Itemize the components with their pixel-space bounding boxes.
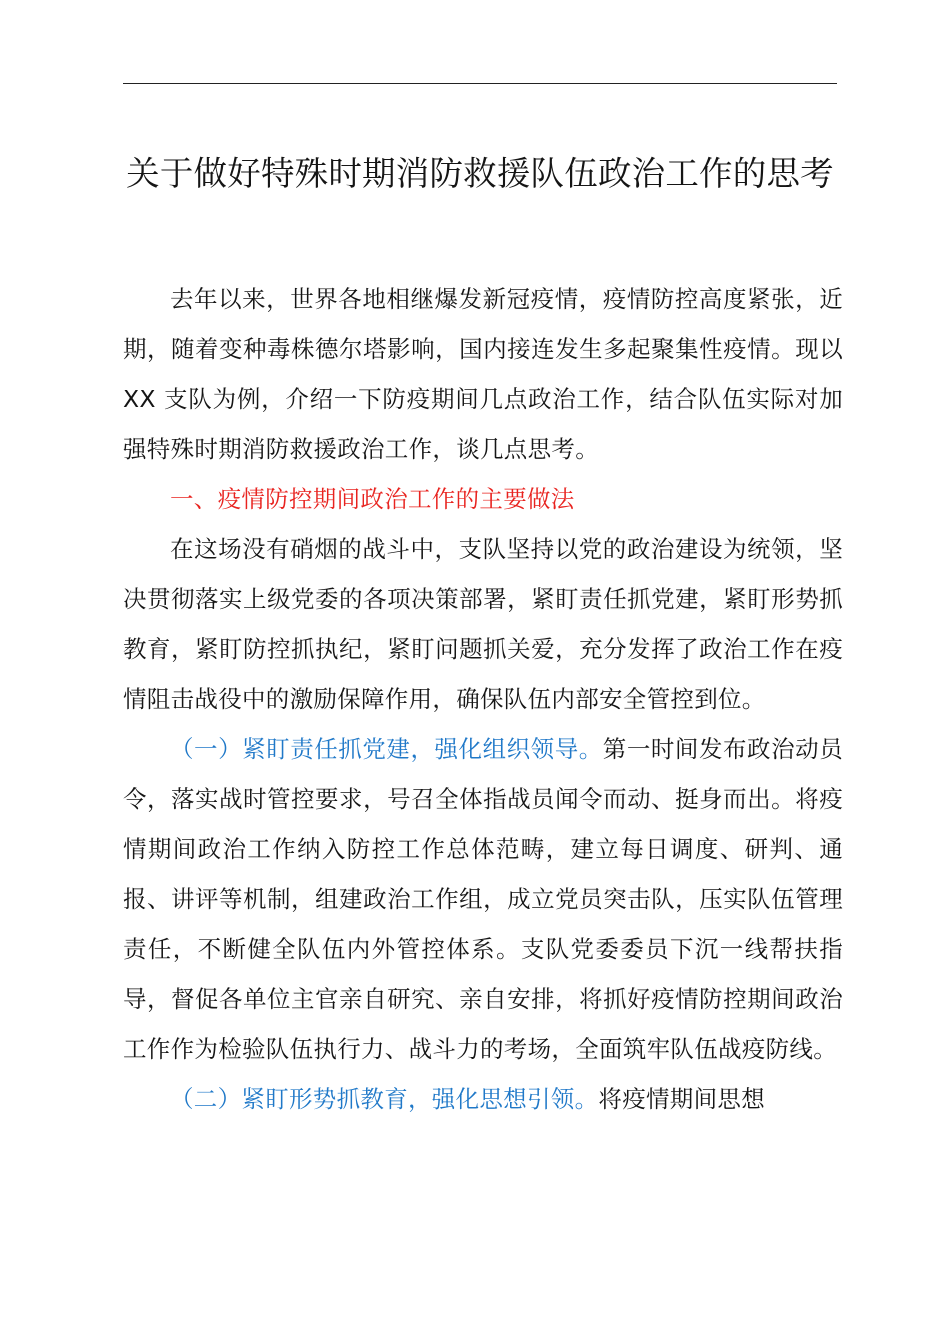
document-body [123,274,843,1124]
document-title: 关于做好特殊时期消防救援队伍政治工作的思考 [126,154,834,193]
item-2-heading: （二）紧盯形势抓教育，强化思想引领。 [170,1085,599,1113]
item-2-text: 将疫情期间思想 [598,1085,766,1113]
item-1-text: 第一时间发布政治动员令，落实战时管控要求，号召全体指战员闻令而动、挺身而出。将疫情期间政治工作纳入防控工作总体范畴，建立每日调度、研判、通报、讲评等机制，组建政治工作组，成立党员突击队，压实队伍管理责任，不断健全队伍内外管控体系。支队党委委员下沉一线帮扶指导，督促各单位主官亲自研究、亲自安排，将抓好疫情防控期间政治工作作为检验队伍执行力、战斗力的考场，全面筑牢队伍战疫防线。 [123,735,843,1063]
section-1-heading: 一、疫情防控期间政治工作的主要做法 [170,485,575,513]
intro-paragraph: 去年以来，世界各地相继爆发新冠疫情，疫情防控高度紧张，近期，随着变种毒株德尔塔影响，国内接连发生多起聚集性疫情。现以 XX 支队为例，介绍一下防疫期间几点政治工作，结合队伍实际对加强特殊时期消防救援政治工作，谈几点思考。 [123,285,843,463]
item-1-heading: （一）紧盯责任抓党建，强化组织领导。 [170,735,603,763]
section-1-paragraph: 在这场没有硝烟的战斗中，支队坚持以党的政治建设为统领，坚决贯彻落实上级党委的各项决策部署，紧盯责任抓党建，紧盯形势抓教育，紧盯防控抓执纪，紧盯问题抓关爱，充分发挥了政治工作在疫情阻击战役中的激励保障作用，确保队伍内部安全管控到位。 [123,535,843,713]
item-2-paragraph [123,1074,843,1124]
item-1-paragraph [123,724,843,1074]
header-rule [123,83,837,84]
